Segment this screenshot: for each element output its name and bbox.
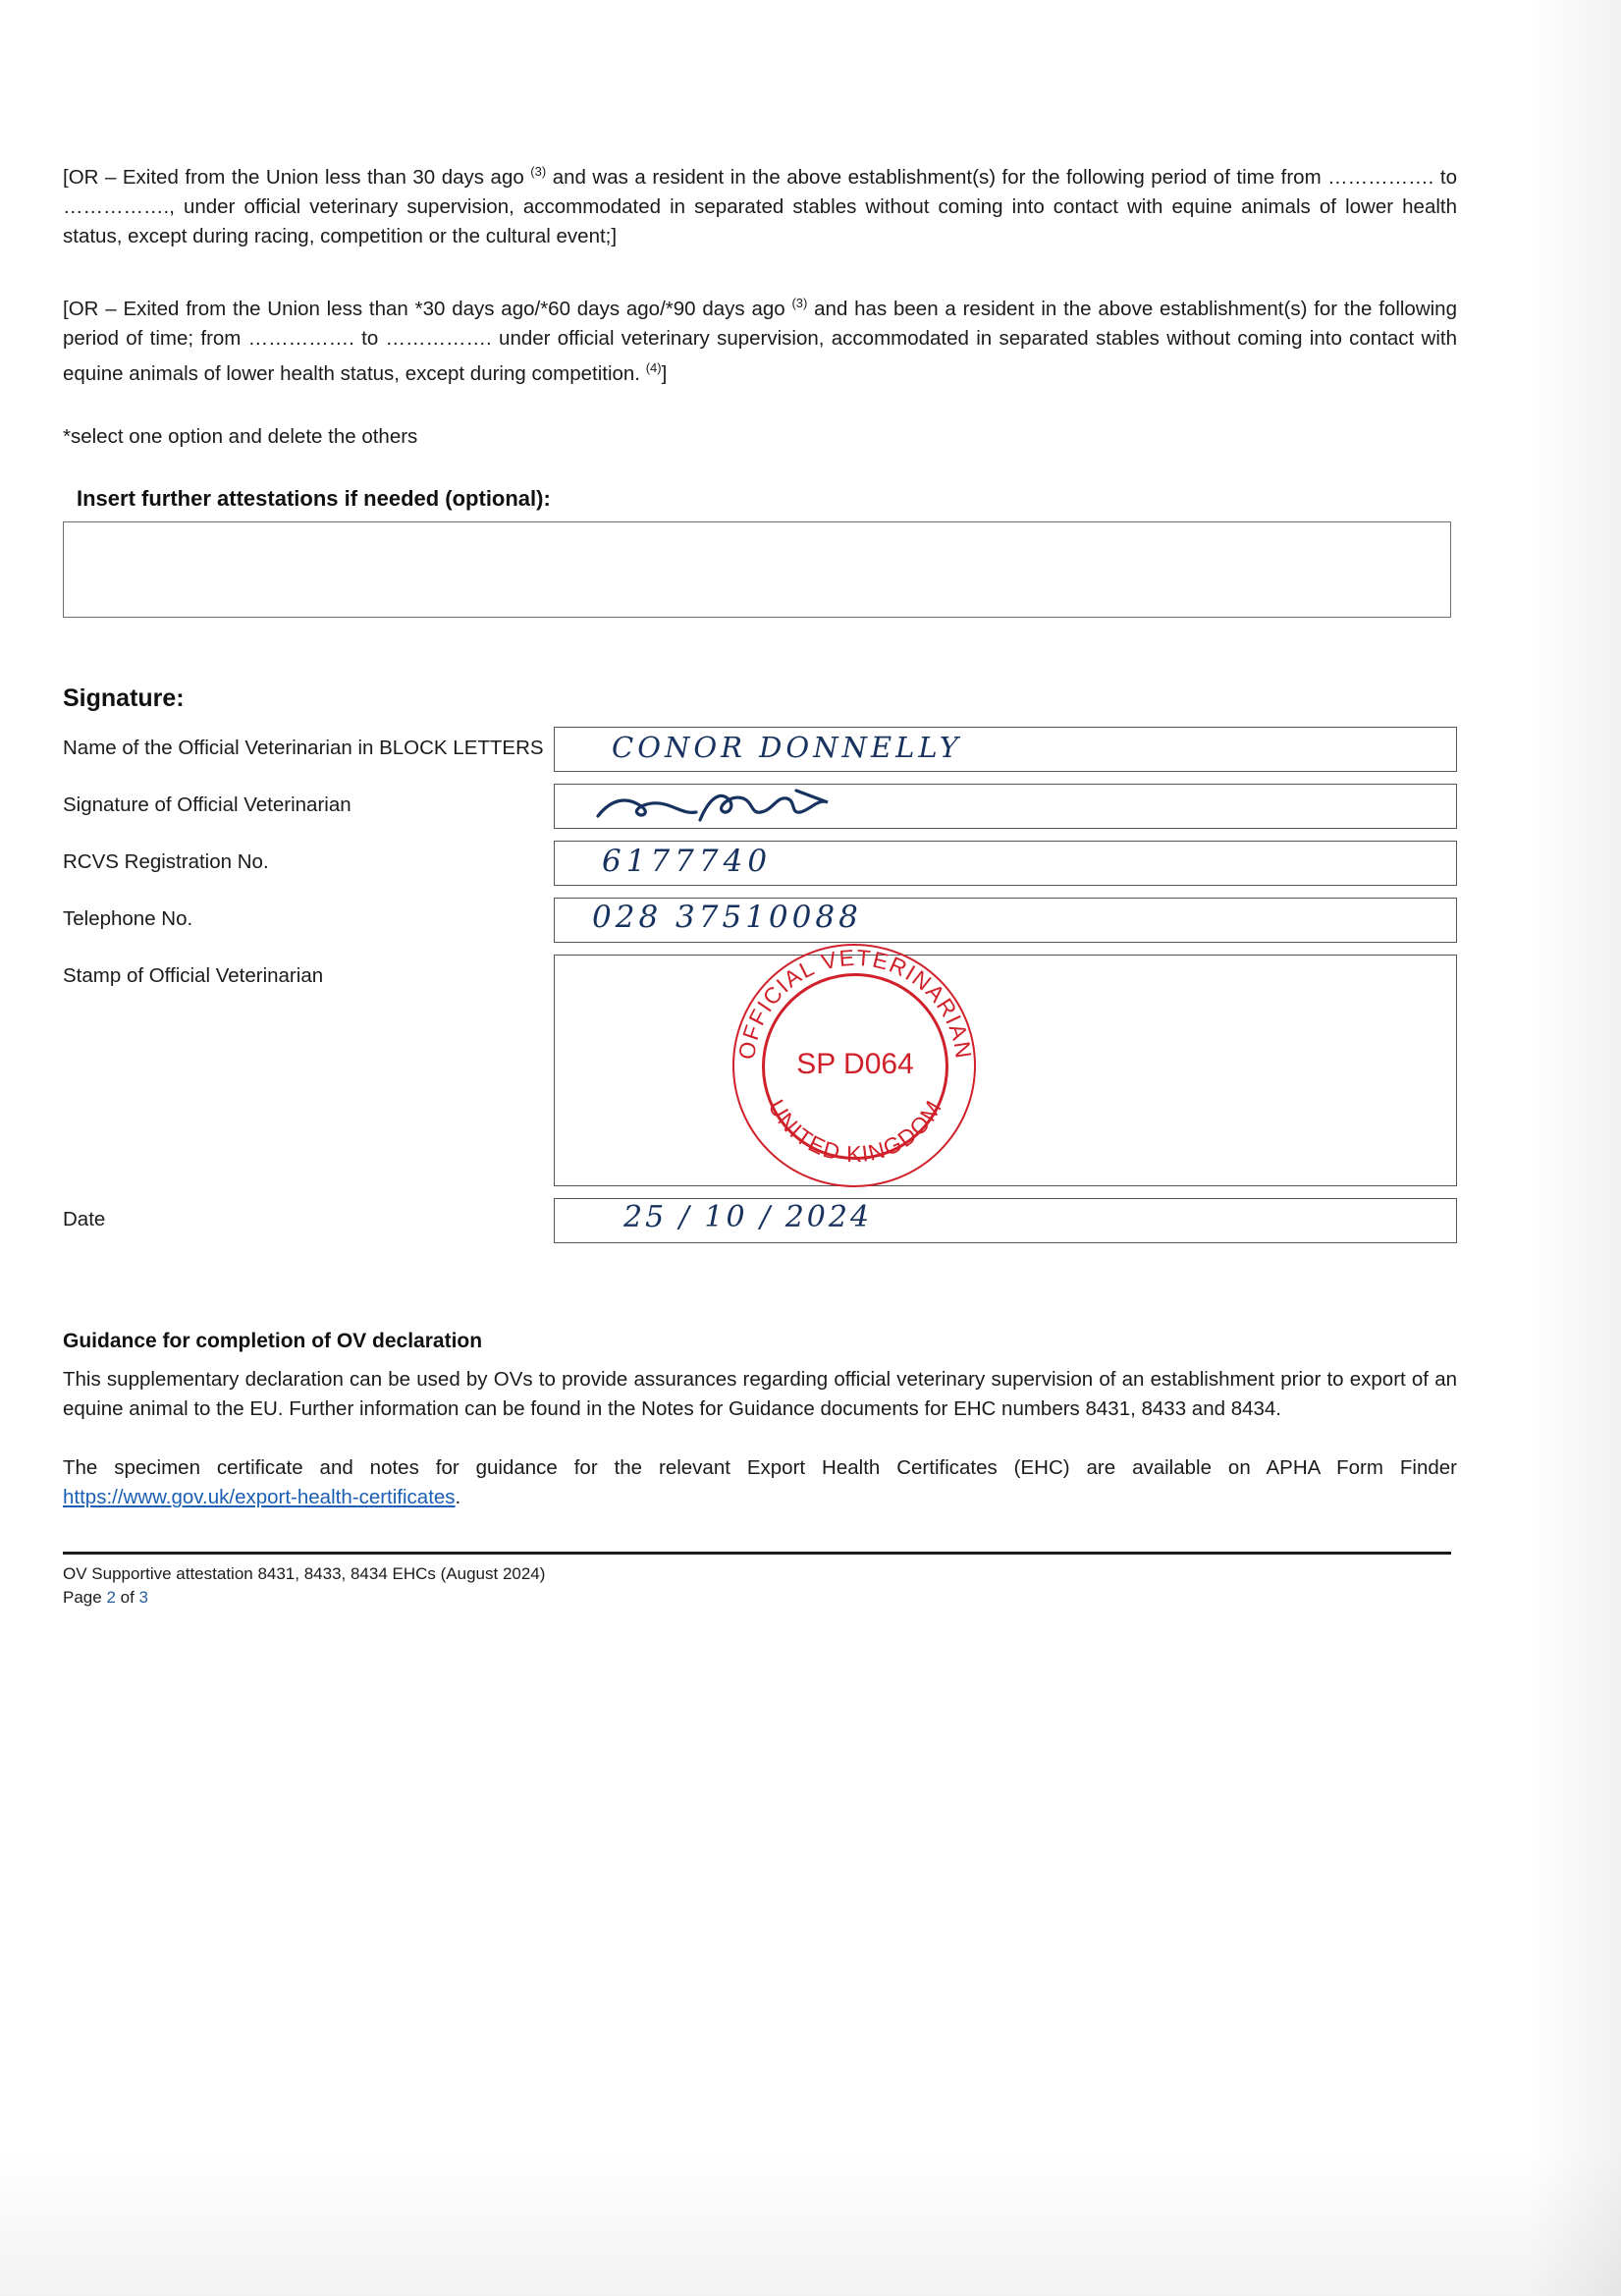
field-row-stamp xyxy=(63,945,1457,1186)
footer-page-current: 2 xyxy=(106,1588,116,1608)
label-ov-name: Name of the Official Veterinarian in BLOCK LETTERS xyxy=(63,737,544,760)
field-row-ov-signature xyxy=(63,784,1457,829)
stamp-code: SP D064 xyxy=(796,1048,914,1081)
guidance-paragraph-2-after: . xyxy=(455,1486,461,1509)
signature-section-heading: Signature: xyxy=(63,684,185,713)
label-stamp: Stamp of Official Veterinarian xyxy=(63,964,324,988)
footnote-ref-3b: (3) xyxy=(791,295,808,310)
footer-divider xyxy=(63,1552,1451,1555)
handwritten-signature-icon xyxy=(594,787,908,828)
footer-page-prefix: Page xyxy=(63,1588,107,1608)
footnote-ref-3a: (3) xyxy=(530,164,547,179)
footer-page-total: 3 xyxy=(138,1588,148,1608)
value-rcvs: 6177740 xyxy=(602,844,773,880)
value-date: 25 / 10 / 2024 xyxy=(623,1200,873,1235)
input-telephone[interactable] xyxy=(554,898,1457,943)
field-row-telephone xyxy=(63,898,1457,943)
document-content xyxy=(63,157,1457,1610)
further-attestations-heading: Insert further attestations if needed (optional): xyxy=(77,486,551,512)
input-date[interactable] xyxy=(554,1198,1457,1243)
guidance-paragraph-2-before: The specimen certificate and notes for guidance for the relevant Export Health Certificates (EHC) are available on APHA Form Finder xyxy=(63,1456,1457,1480)
value-telephone: 028 37510088 xyxy=(592,900,862,936)
guidance-heading: Guidance for completion of OV declaration xyxy=(63,1330,483,1353)
footer-page-middle: of xyxy=(115,1588,139,1608)
footer-page-number xyxy=(63,1586,1457,1610)
guidance-paragraph-2 xyxy=(63,1453,1457,1512)
further-attestations-input[interactable] xyxy=(63,521,1451,618)
form-finder-link[interactable]: https://www.gov.uk/export-health-certificates xyxy=(63,1486,456,1509)
official-veterinarian-stamp-icon xyxy=(727,938,984,1195)
paragraph-or-30-days-text-1: [OR – Exited from the Union less than 30 days ago xyxy=(63,165,531,189)
label-rcvs: RCVS Registration No. xyxy=(63,850,269,874)
label-ov-signature: Signature of Official Veterinarian xyxy=(63,793,351,817)
input-ov-name[interactable] xyxy=(554,727,1457,772)
label-telephone: Telephone No. xyxy=(63,907,193,931)
signature-section xyxy=(63,684,1457,1243)
field-row-date xyxy=(63,1198,1457,1243)
field-row-rcvs xyxy=(63,841,1457,886)
select-option-note: *select one option and delete the others xyxy=(63,425,418,449)
svg-text:UNITED KINGDOM: UNITED KINGDOM xyxy=(763,1095,947,1168)
value-ov-name: CONOR DONNELLY xyxy=(612,731,962,765)
paragraph-or-30-days xyxy=(63,157,1457,251)
further-attestations-section xyxy=(63,486,1457,618)
scan-edge-shading-right xyxy=(1528,0,1621,2296)
paragraph-or-30-60-90-text-1: [OR – Exited from the Union less than *30 days ago/*60 days ago/*90 days ago xyxy=(63,297,792,320)
guidance-paragraph-1: This supplementary declaration can be used by OVs to provide assurances regarding official veterinary supervision of an establishment prior to export of an equine animal to the EU. Further information can be found in the Notes for Guidance documents for EHC numbers 8431, 8433 and 8434. xyxy=(63,1368,1457,1421)
svg-text:OFFICIAL VETERINARIAN: OFFICIAL VETERINARIAN xyxy=(732,945,977,1063)
footer-line-1: OV Supportive attestation 8431, 8433, 8434 EHCs (August 2024) xyxy=(63,1564,546,1584)
guidance-section xyxy=(63,1330,1457,1512)
paragraph-or-30-60-90-text-3: ] xyxy=(661,361,668,385)
paragraph-or-30-60-90-text-2: and has been a resident in the above establishment(s) for the following period of time; from ……………. to ……………. under official veterinary supervision, accommodated in separated stables without coming into contact with equine animals of lower health status, except during competition. xyxy=(63,297,1457,385)
label-date: Date xyxy=(63,1208,106,1231)
field-row-ov-name xyxy=(63,727,1457,772)
input-ov-signature[interactable] xyxy=(554,784,1457,829)
paragraph-or-30-days-text-2: and was a resident in the above establishment(s) for the following period of time from ……………. to ……………., under official veterinary supervision, accommodated in separated stables without coming into contact with equine animals of lower health status, except during racing, competition or the cultural event;] xyxy=(63,165,1457,247)
input-rcvs[interactable] xyxy=(554,841,1457,886)
input-stamp[interactable] xyxy=(554,945,1457,1186)
footer xyxy=(63,1562,1457,1610)
footnote-ref-4: (4) xyxy=(645,359,662,375)
scan-edge-shading-bottom xyxy=(0,2149,1621,2296)
paragraph-or-30-60-90-days xyxy=(63,289,1457,389)
